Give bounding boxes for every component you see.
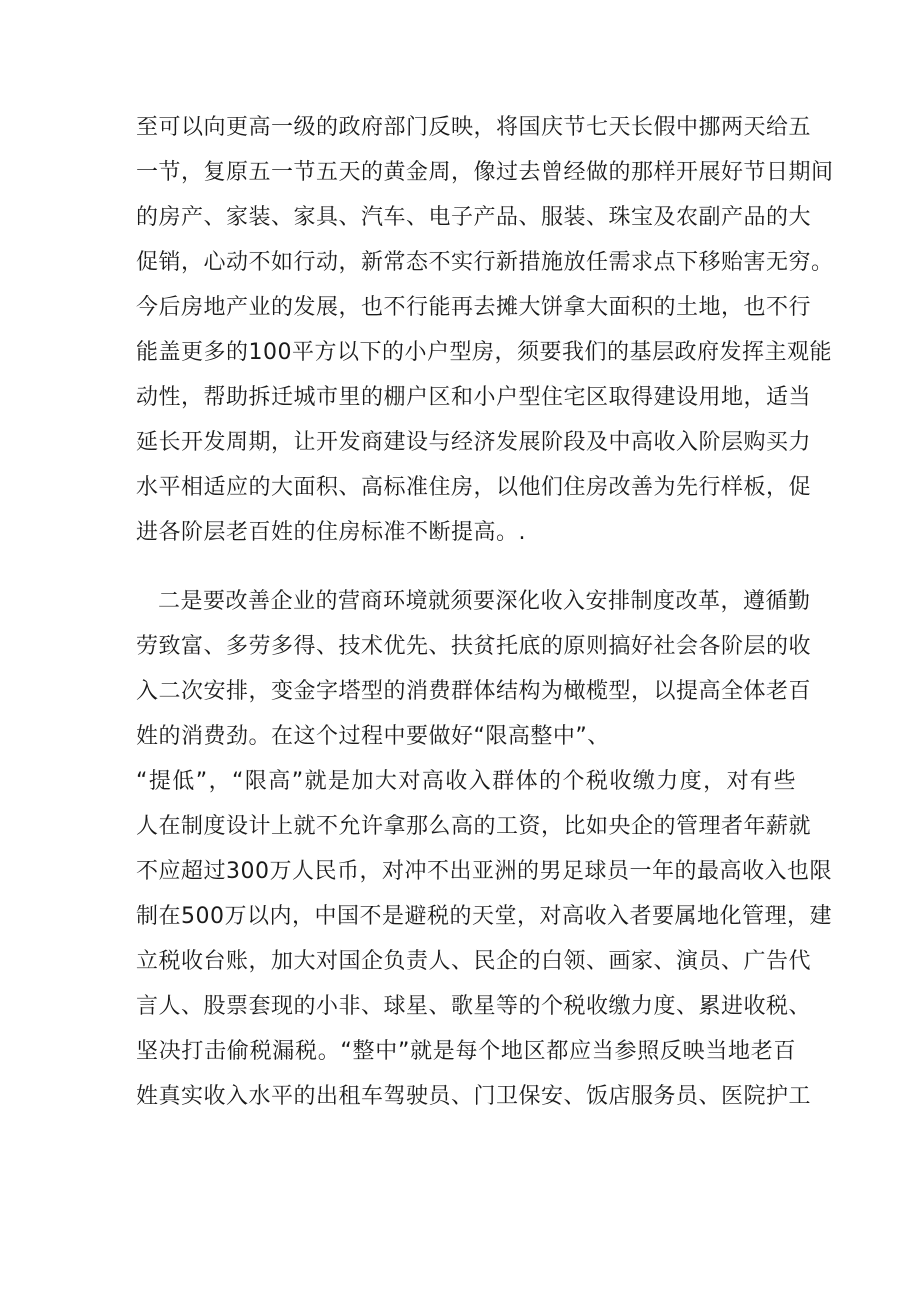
text-line: 延长开发周期，让开发商建设与经济发展阶段及中高收入阶层购买力 xyxy=(136,430,812,455)
text-line: 入二次安排，变金字塔型的消费群体结构为橄榄型，以提高全体老百 xyxy=(136,679,812,704)
text-line: 促销，心动不如行动，新常态不实行新措施放任需求点下移贻害无穷。 xyxy=(136,250,834,275)
text-line: “提低”，“限高”就是加大对高收入群体的个税收缴力度，对有些 xyxy=(136,769,796,794)
text-line: 进各阶层老百姓的住房标准不断提高。. xyxy=(136,520,526,545)
text-line: 至可以向更高一级的政府部门反映，将国庆节七天长假中挪两天给五 xyxy=(136,115,812,140)
text-line: 动性，帮助拆迁城市里的棚户区和小户型住宅区取得建设用地，适当 xyxy=(136,385,812,410)
text-line: 立税收台账，加大对国企负责人、民企的白领、画家、演员、广告代 xyxy=(136,949,812,974)
text-line: 的房产、家装、家具、汽车、电子产品、服装、珠宝及农副产品的大 xyxy=(136,205,812,230)
text-line: 言人、股票套现的小非、球星、歌星等的个税收缴力度、累进收税、 xyxy=(136,994,812,1019)
text-line: 不应超过300万人民币，对冲不出亚洲的男足球员一年的最高收入也限 xyxy=(136,859,832,884)
text-line: 制在500万以内，中国不是避税的天堂，对高收入者要属地化管理，建 xyxy=(136,904,832,929)
text-line: 能盖更多的100平方以下的小户型房，须要我们的基层政府发挥主观能 xyxy=(136,340,832,365)
text-line: 姓真实收入水平的出租车驾驶员、门卫保安、饭店服务员、医院护工 xyxy=(136,1084,812,1109)
text-line: 劳致富、多劳多得、技术优先、扶贫托底的原则搞好社会各阶层的收 xyxy=(136,634,812,659)
text-line: 人在制度设计上就不允许拿那么高的工资，比如央企的管理者年薪就 xyxy=(136,814,812,839)
text-line: 今后房地产业的发展，也不行能再去摊大饼拿大面积的土地，也不行 xyxy=(136,295,812,320)
text-line: 一节，复原五一节五天的黄金周，像过去曾经做的那样开展好节日期间 xyxy=(136,160,834,185)
text-line: 姓的消费劲。在这个过程中要做好“限高整中”、 xyxy=(136,724,610,749)
text-line: 坚决打击偷税漏税。“整中”就是每个地区都应当参照反映当地老百 xyxy=(136,1039,796,1064)
text-line: 二是要改善企业的营商环境就须要深化收入安排制度改革，遵循勤 xyxy=(158,589,811,614)
text-line: 水平相适应的大面积、高标准住房，以他们住房改善为先行样板，促 xyxy=(136,475,812,500)
